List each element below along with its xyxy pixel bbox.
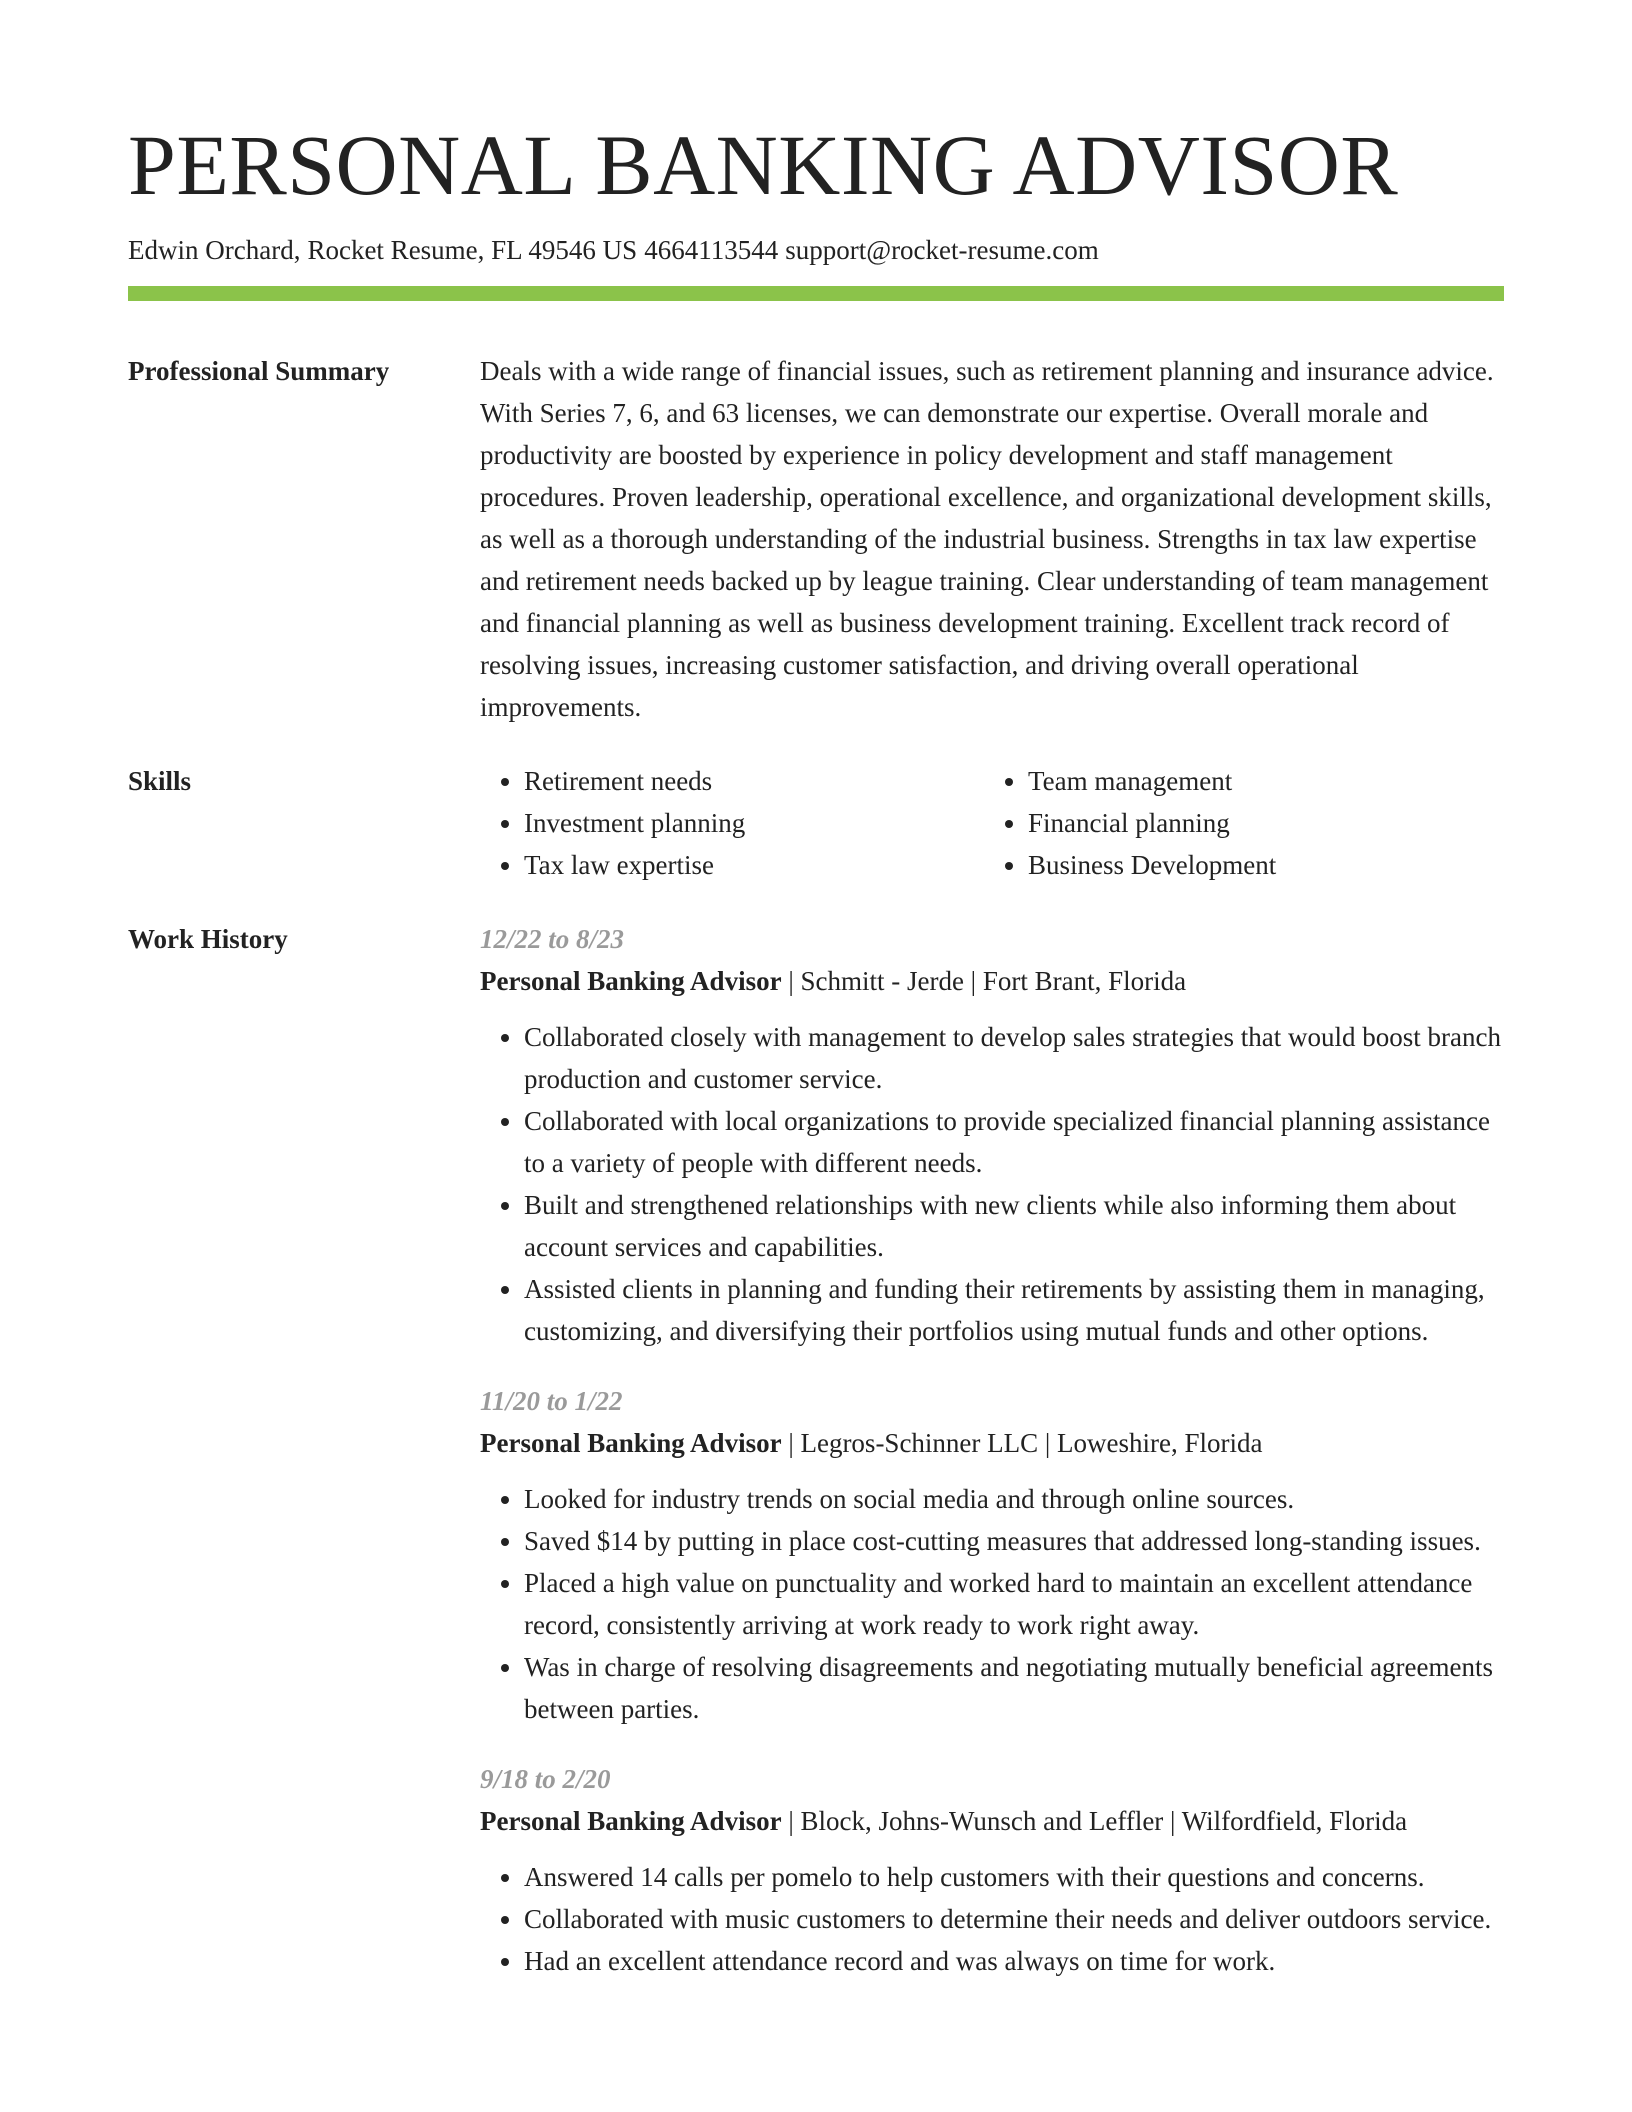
job-entry <box>480 918 1504 1352</box>
job-bullet: • Had an excellent attendance record and was always on time for work. <box>524 1940 1504 1982</box>
job-dates: 11/20 to 1/22 <box>480 1386 623 1416</box>
skill-item: • Retirement needs <box>524 760 984 802</box>
resume-title: PERSONAL BANKING ADVISOR <box>128 117 1399 213</box>
job-bullet: • Collaborated with local organizations to provide specialized financial planning assistance to a variety of people with different needs. <box>524 1100 1504 1184</box>
job-dates: 9/18 to 2/20 <box>480 1764 611 1794</box>
job-bullet: • Answered 14 calls per pomelo to help customers with their questions and concerns. <box>524 1856 1504 1898</box>
job-bullets <box>480 1856 1504 1982</box>
job-heading <box>480 960 1504 1002</box>
job-bullets <box>480 1478 1504 1730</box>
job-bullet: • Collaborated closely with management to develop sales strategies that would boost branch production and customer service. <box>524 1016 1504 1100</box>
contact-address: Rocket Resume, FL 49546 US <box>307 235 638 265</box>
job-bullet: • Was in charge of resolving disagreements and negotiating mutually beneficial agreements between parties. <box>524 1646 1504 1730</box>
job-dates: 12/22 to 8/23 <box>480 924 625 954</box>
skills-list-left <box>480 760 984 886</box>
skills-list-right <box>984 760 1488 886</box>
summary-body <box>480 350 1504 728</box>
contact-email: support@rocket-resume.com <box>785 235 1099 265</box>
job-bullets <box>480 1016 1504 1352</box>
work-history-body <box>480 918 1504 2010</box>
job-heading <box>480 1422 1504 1464</box>
skills-columns <box>480 760 1504 886</box>
skill-item: • Investment planning <box>524 802 984 844</box>
job-details: | Schmitt - Jerde | Fort Brant, Florida <box>781 966 1187 996</box>
contact-name: Edwin Orchard, <box>128 235 301 265</box>
skill-item: • Tax law expertise <box>524 844 984 886</box>
job-role: Personal Banking Advisor <box>480 1428 782 1458</box>
job-bullet: • Saved $14 by putting in place cost-cutting measures that addressed long-standing issues. <box>524 1520 1504 1562</box>
skill-item: • Financial planning <box>1028 802 1488 844</box>
job-entry <box>480 1380 1504 1730</box>
work-history-heading: Work History <box>128 924 288 954</box>
skill-item: • Team management <box>1028 760 1488 802</box>
job-role: Personal Banking Advisor <box>480 966 782 996</box>
job-heading <box>480 1800 1504 1842</box>
job-entry <box>480 1758 1504 1982</box>
job-bullet: • Looked for industry trends on social media and through online sources. <box>524 1478 1504 1520</box>
summary-text: Deals with a wide range of financial issues, such as retirement planning and insurance advice. With Series 7, 6, and 63 licenses, we can demonstrate our expertise. Overall morale and productivity are boosted by experience in policy development and staff management procedures. Proven leadership, operational excellence, and organizational development skills, as well as a thorough understanding of the industrial business. Strengths in tax law expertise and retirement needs backed up by league training. Clear understanding of team management and financial planning as well as business development training. Excellent track record of resolving issues, increasing customer satisfaction, and driving overall operational improvements. <box>480 356 1494 722</box>
skills-heading: Skills <box>128 766 192 796</box>
job-bullet: • Placed a high value on punctuality and worked hard to maintain an excellent attendance record, consistently arriving at work ready to work right away. <box>524 1562 1504 1646</box>
job-bullet: • Collaborated with music customers to determine their needs and deliver outdoors service. <box>524 1898 1504 1940</box>
job-bullet: • Built and strengthened relationships with new clients while also informing them about account services and capabilities. <box>524 1184 1504 1268</box>
skill-item: • Business Development <box>1028 844 1488 886</box>
contact-line <box>128 233 1106 268</box>
contact-phone: 4664113544 <box>644 235 779 265</box>
summary-heading: Professional Summary <box>128 356 390 386</box>
job-role: Personal Banking Advisor <box>480 1806 782 1836</box>
job-bullet: • Assisted clients in planning and funding their retirements by assisting them in managing, customizing, and diversifying their portfolios using mutual funds and other options. <box>524 1268 1504 1352</box>
job-details: | Block, Johns-Wunsch and Leffler | Wilfordfield, Florida <box>781 1806 1408 1836</box>
header-divider <box>128 286 1504 301</box>
skills-body <box>480 760 1504 886</box>
job-details: | Legros-Schinner LLC | Loweshire, Florida <box>781 1428 1263 1458</box>
